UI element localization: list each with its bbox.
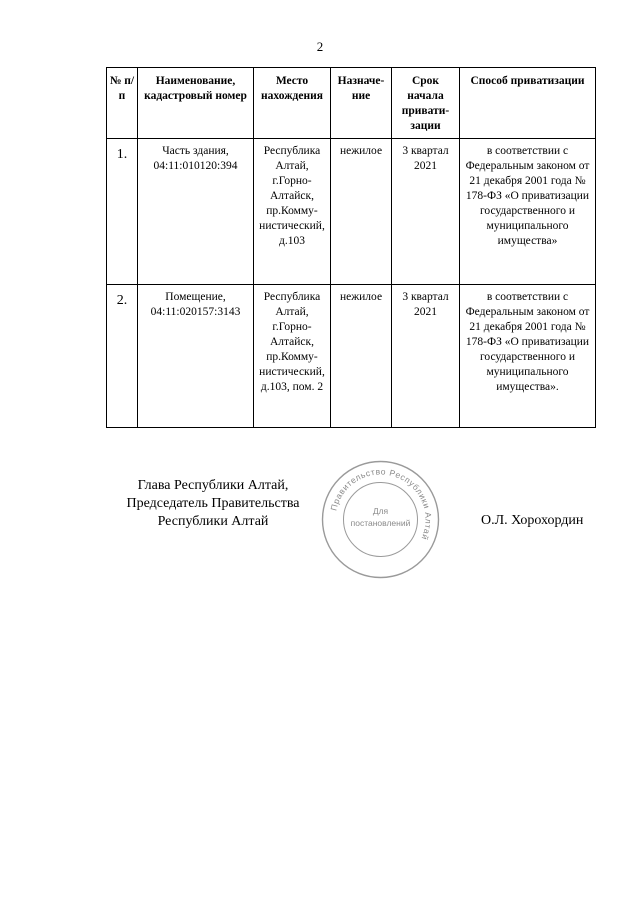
header-term: Срок начала привати-зации: [392, 68, 460, 139]
page-number: 2: [316, 39, 324, 54]
row-term: 3 квартал 2021: [392, 139, 460, 285]
row-location: Республика Алтай, г.Горно-Алтайск, пр.Комму-нистический, д.103, пом. 2: [254, 285, 331, 428]
row-purpose: нежилое: [331, 139, 392, 285]
row-method: в соответствии с Федеральным законом от 21 декабря 2001 года № 178-ФЗ «О приватизации государственного и муниципального имущества».: [460, 285, 596, 428]
table-header-row: [107, 68, 596, 139]
row-location: Республика Алтай, г.Горно-Алтайск, пр.Комму-нистический, д.103: [254, 139, 331, 285]
signatory-title-line: Председатель Правительства: [126, 496, 300, 511]
row-term: 3 квартал 2021: [392, 285, 460, 428]
header-purpose: Назначе-ние: [331, 68, 392, 139]
official-stamp: [320, 459, 441, 580]
signatory-title: [106, 477, 320, 531]
header-method: Способ приватизации: [460, 68, 596, 139]
header-number: № п/п: [107, 68, 138, 139]
stamp-center-line: постановлений: [350, 518, 411, 528]
privatization-table: [106, 67, 596, 428]
row-number: 1.: [107, 139, 138, 285]
signatory-title-line: Глава Республики Алтай,: [137, 478, 289, 493]
row-number: 2.: [107, 285, 138, 428]
table-row: [107, 139, 596, 285]
stamp-ring-text: Правительство Республики Алтай: [328, 466, 434, 542]
header-location: Место нахождения: [254, 68, 331, 139]
signatory-title-line: Республики Алтай: [157, 514, 269, 529]
row-method: в соответствии с Федеральным законом от 21 декабря 2001 года № 178-ФЗ «О приватизации государственного и муниципального имущества»: [460, 139, 596, 285]
table-row: [107, 285, 596, 428]
header-name: Наименование, кадастровый номер: [138, 68, 254, 139]
stamp-center-line: Для: [372, 506, 389, 516]
row-name: Помещение, 04:11:020157:3143: [138, 285, 254, 428]
signatory-name: О.Л. Хорохордин: [481, 513, 584, 528]
row-name: Часть здания, 04:11:010120:394: [138, 139, 254, 285]
row-purpose: нежилое: [331, 285, 392, 428]
